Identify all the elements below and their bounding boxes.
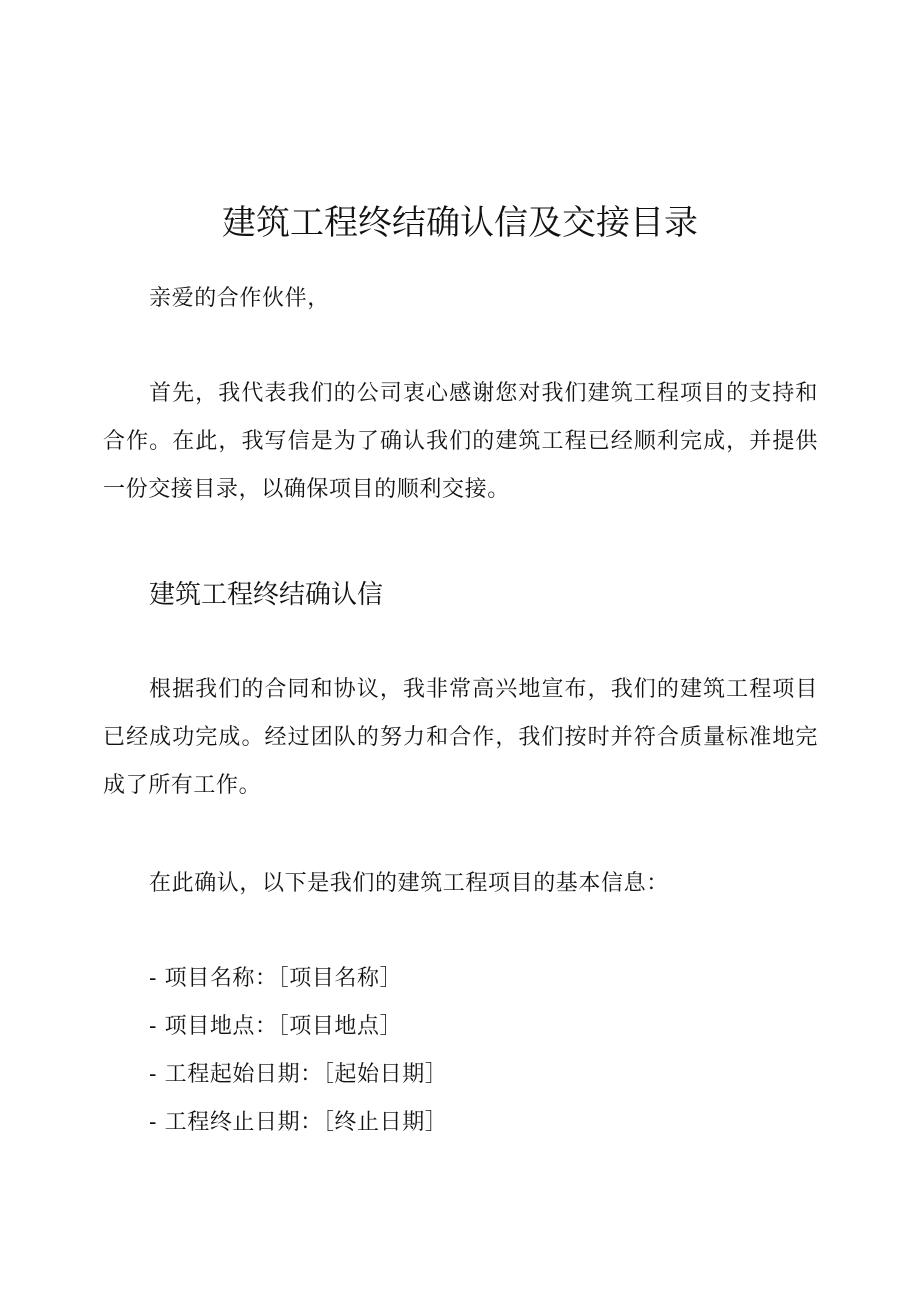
page-title: 建筑工程终结确认信及交接目录	[222, 202, 698, 243]
greeting: 亲爱的合作伙伴，	[149, 286, 330, 311]
info-item-project-name: - 项目名称：［项目名称］	[149, 966, 403, 991]
project-info-list	[149, 955, 447, 1147]
intro-paragraph: 首先，我代表我们的公司衷心感谢您对我们建筑工程项目的支持和合作。在此，我写信是为了确认我们的建筑工程已经顺利完成，并提供一份交接目录，以确保项目的顺利交接。	[103, 381, 818, 502]
info-item-start-date: - 工程起始日期：［起始日期］	[149, 1062, 448, 1087]
info-item-project-location: - 项目地点：［项目地点］	[149, 1014, 403, 1039]
confirm-paragraph: 在此确认，以下是我们的建筑工程项目的基本信息：	[149, 871, 669, 896]
completion-paragraph: 根据我们的合同和协议，我非常高兴地宣布，我们的建筑工程项目已经成功完成。经过团队的努力和合作，我们按时并符合质量标准地完成了所有工作。	[103, 677, 818, 798]
info-item-end-date: - 工程终止日期：［终止日期］	[149, 1110, 448, 1135]
section-heading: 建筑工程终结确认信	[149, 580, 384, 610]
